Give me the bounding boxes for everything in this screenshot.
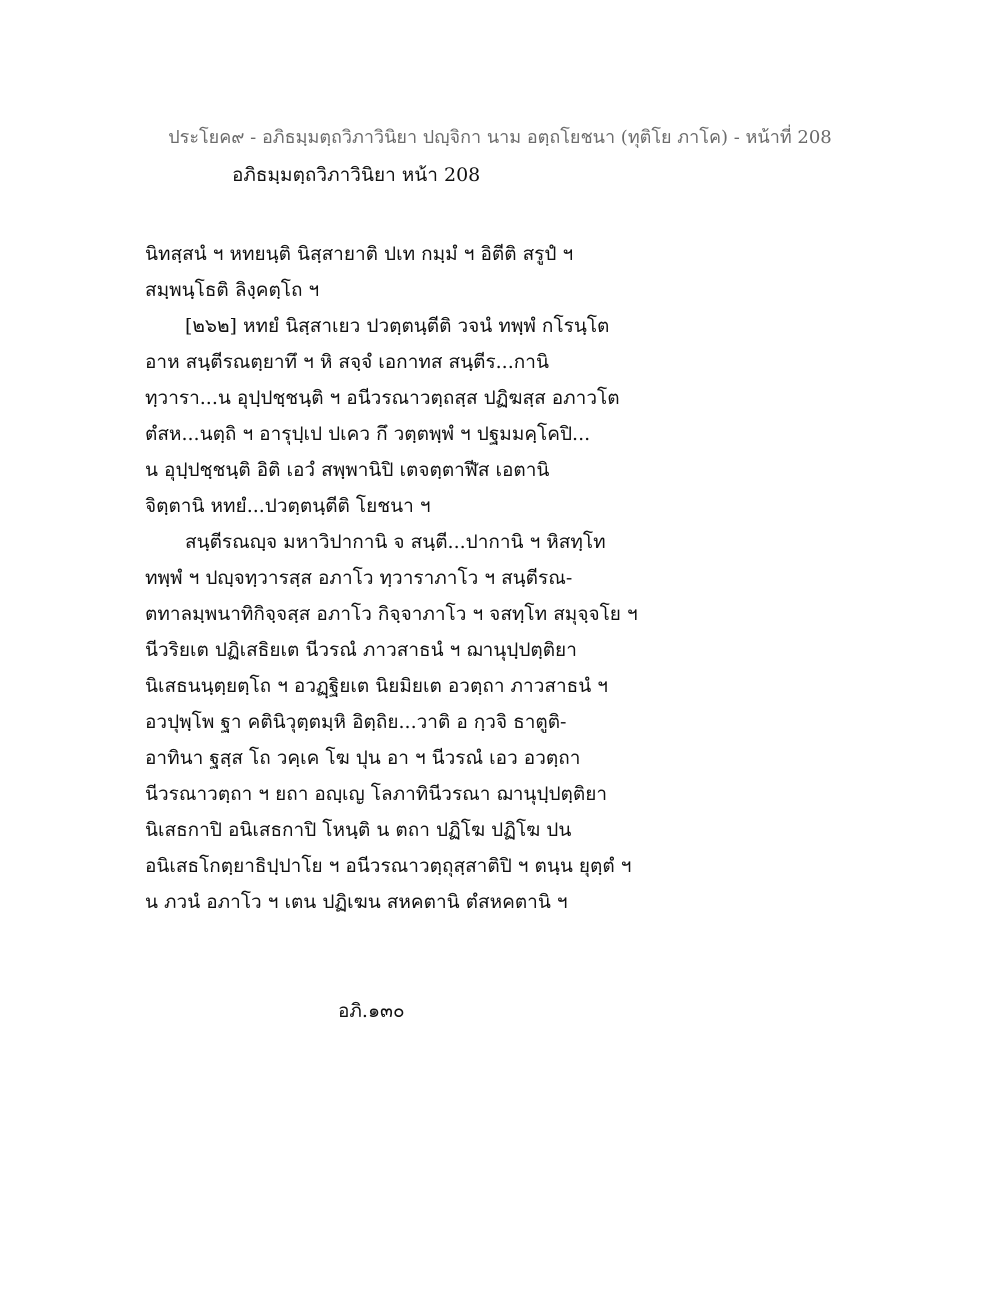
- text-line-5: ทฺวารา...น อุปฺปชฺชนฺติ ฯ อนีวรณาวตฺถสฺส ปฏิฆสฺส อภาวโต: [145, 387, 620, 409]
- text-line-10: ทพฺพํ ฯ ปญฺจทฺวารสฺส อภาโว ทฺวาราภาโว ฯ สนฺตีรณ-: [145, 567, 573, 589]
- footer-reference: อภิ.๑๓๐: [338, 1000, 405, 1022]
- text-line-14: อวปุพฺโพ ฐา คตินิวุตฺตมฺหิ อิตฺถิย...วาติ อ กฺวจิ ธาตูติ-: [145, 711, 567, 733]
- text-line-19: น ภวนํ อภาโว ฯ เตน ปฏิเฆน สหคตานิ ตํสหคตานิ ฯ: [145, 891, 568, 913]
- text-line-9: สนฺตีรณญฺจ มหาวิปากานิ จ สนฺตี...ปากานิ ฯ หิสทฺโท: [185, 531, 606, 553]
- text-line-2: สมฺพนฺโธติ ลิงฺคตฺโถ ฯ: [145, 279, 320, 301]
- text-line-18: อนิเสธโกตฺยาธิปฺปาโย ฯ อนีวรณาวตฺถุสฺสาติปิ ฯ ตนฺน ยุตฺตํ ฯ: [145, 855, 632, 877]
- page-heading: อภิธมฺมตฺถวิภาวินิยา หน้า 208: [232, 164, 481, 186]
- text-line-12: นีวริยเต ปฏิเสธิยเต นีวรณํ ภาวสาธนํ ฯ ฌานุปฺปตฺติยา: [145, 639, 577, 661]
- text-line-6: ตํสห...นตฺถิ ฯ อารุปฺเป ปเคว กึ วตฺตพฺพํ ฯ ปฐมมคฺโคปิ...: [145, 423, 591, 445]
- body-text: [145, 236, 845, 920]
- text-line-7: น อุปฺปชฺชนฺติ อิติ เอวํ สพฺพานิปิ เตจตฺตาฬีส เอตานิ: [145, 459, 550, 481]
- text-line-17: นิเสธกาปิ อนิเสธกาปิ โหนฺติ น ตถา ปฏิโฆ ปฏิโฆ ปน: [145, 819, 572, 841]
- text-line-4: อาห สนฺตีรณตฺยาทึ ฯ หิ สจฺจํ เอกาทส สนฺตีร...กานิ: [145, 351, 549, 373]
- text-line-11: ตทาลมฺพนาทิกิจฺจสฺส อภาโว กิจฺจาภาโว ฯ จสทฺโท สมุจฺจโย ฯ: [145, 603, 638, 625]
- text-line-16: นีวรณาวตฺถา ฯ ยถา อญฺเญ โลภาทินีวรณา ฌานุปฺปตฺติยา: [145, 783, 608, 805]
- text-line-15: อาทินา ฐสฺส โถ วคฺเค โฆ ปุน อา ฯ นีวรณํ เอว อวตฺถา: [145, 747, 581, 769]
- text-line-3: [๒๖๒] หทยํ นิสฺสาเยว ปวตฺตนฺตีติ วจนํ ทพฺพํ กโรนฺโต: [185, 315, 610, 337]
- text-line-8: จิตฺตานิ หทยํ...ปวตฺตนฺตีติ โยชนา ฯ: [145, 495, 431, 517]
- text-line-1: นิทสฺสนํ ฯ หทยนฺติ นิสฺสายาติ ปเท กมฺมํ ฯ อิตีติ สรูปํ ฯ: [145, 243, 574, 265]
- text-line-13: นิเสธนนฺตฺยตฺโถ ฯ อวฏฺฐิยเต นิยมิยเต อวตฺถา ภาวสาธนํ ฯ: [145, 675, 608, 697]
- running-header: ประโยค๙ - อภิธมฺมตฺถวิภาวินิยา ปญฺจิกา นาม อตฺถโยชนา (ทุติโย ภาโค) - หน้าที่ 208: [168, 127, 832, 148]
